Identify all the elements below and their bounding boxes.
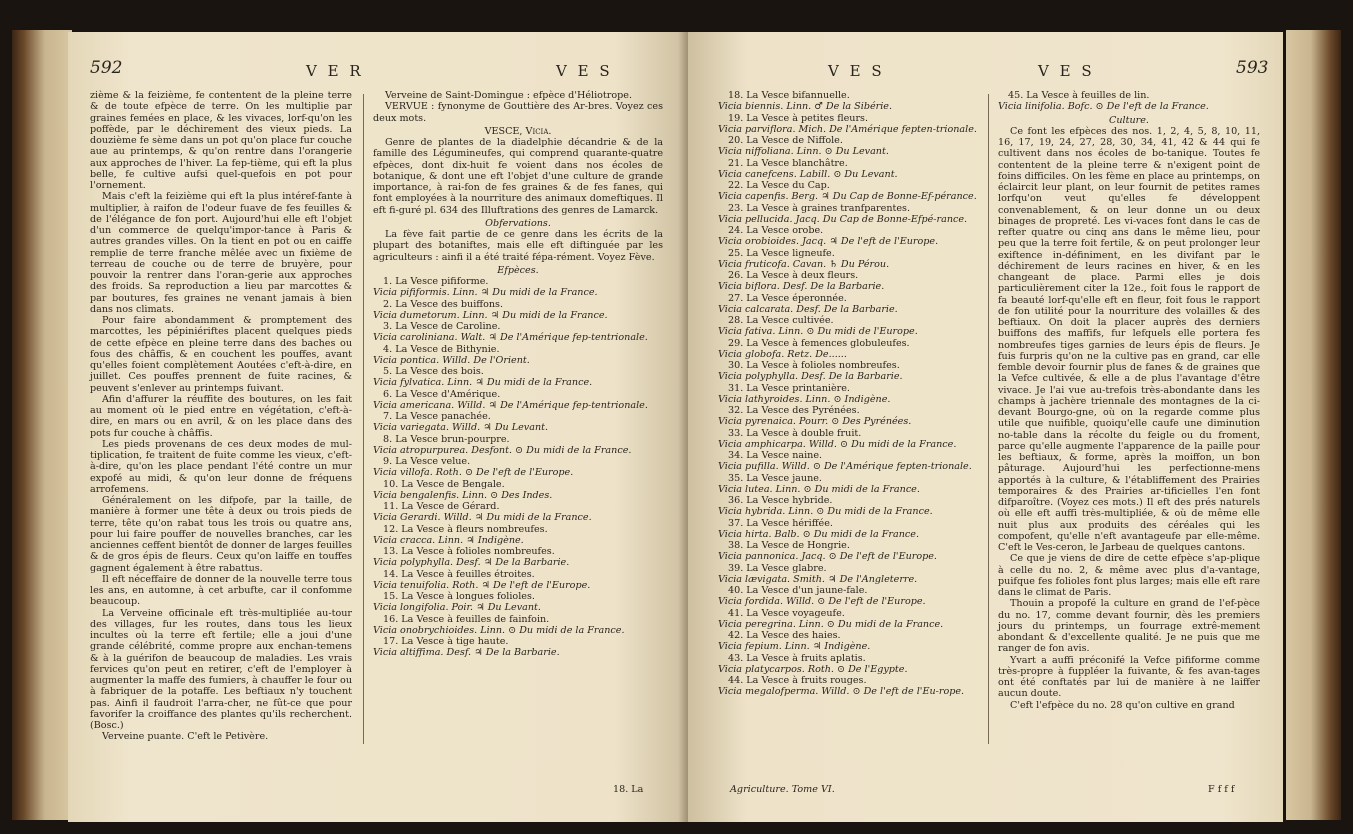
species-latin: Vicia amphicarpa. Willd. ⊙ Du midi de la France.	[718, 438, 957, 450]
species-entry	[718, 653, 978, 676]
species-latin: Vicia onobrychioides. Linn. ⊙ Du midi de la France.	[373, 624, 625, 636]
species-latin: Vicia dumetorum. Linn. ♃ Du midi de la France.	[373, 309, 608, 321]
species-latin: Vicia fylvatica. Linn. ♃ Du midi de la France.	[373, 377, 593, 389]
species-name: 26. La Vesce à deux fleurs.	[728, 270, 859, 281]
species-name: 33. La Vesce à double fruit.	[728, 427, 862, 439]
species-latin: Vicia americana. Willd. ♃ De l'Amérique fep-tentrionale.	[373, 399, 648, 411]
left-page	[68, 32, 688, 822]
observations-text: La fève fait partie de ce genre dans les écrits de la plupart des botaniftes, mais elle eft diftinguée par les agriculteurs : ainfi il a été traité fépa-rément. Voyez Fève.	[373, 229, 663, 263]
species-name: 27. La Vesce éperonnée.	[728, 292, 847, 304]
species-name: 35. La Vesce jaune.	[728, 472, 822, 484]
species-name: 3. La Vesce de Caroline.	[383, 321, 501, 332]
species-latin: Vicia cracca. Linn. ♃ Indigène.	[373, 534, 524, 546]
paragraph: La Verveine officinale eft très-multipliée au-tour des villages, fur les routes, dans tous les lieux incultes où la terre eft fertile; elle a joui d'une grande célébrité, comme propre aux enchan-temens & à la guérifon de beaucoup de maladies. Les vrais fervices qu'on peut en retirer, c'eft de l'employer à augmenter la maffe des fumiers, à chauffer le four ou à fabriquer de la potaffe. Les beftiaux n'y touchent pas. Ainfi il faudroit l'arra-cher, ne fût-ce que pour favorifer la croiffance des plantes qu'ils recherchent. (Bosc.)	[90, 607, 352, 731]
left-column-2	[373, 90, 663, 659]
species-name: 22. La Vesce du Cap.	[728, 180, 830, 191]
species-name: 32. La Vesce des Pyrénées.	[728, 405, 860, 416]
species-entry	[373, 434, 663, 457]
species-name: 38. La Vesce de Hongrie.	[728, 540, 850, 551]
species-latin: Vicia villofa. Roth. ⊙ De l'eft de l'Europe.	[373, 467, 574, 479]
species-name: 30. La Vesce à folioles nombreufes.	[728, 360, 900, 371]
species-entry	[718, 248, 978, 271]
species-name: 40. La Vesce d'un jaune-fale.	[728, 585, 868, 596]
species-name: 11. La Vesce de Gérard.	[383, 501, 500, 512]
species-title: Efpèces.	[497, 264, 539, 276]
species-name: 13. La Vesce à folioles nombreufes.	[383, 546, 555, 557]
species-entry	[718, 585, 978, 608]
species-latin: Vicia biennis. Linn. ♂ De la Sibérie.	[718, 101, 893, 113]
right-page	[688, 32, 1283, 822]
species-entry	[718, 675, 978, 698]
species-latin: Vicia fativa. Linn. ⊙ Du midi de l'Europe.	[718, 326, 918, 338]
species-entry	[718, 293, 978, 316]
species-name: 42. La Vesce des haies.	[728, 630, 841, 641]
species-latin: Vicia globofa. Retz. De......	[718, 348, 847, 360]
species-entry	[718, 158, 978, 181]
species-entry	[373, 569, 663, 592]
species-latin: Vicia pontica. Willd. De l'Orient.	[373, 354, 530, 366]
species-name: 28. La Vesce cultivée.	[728, 315, 834, 326]
species-latin: Vicia pannonica. Jacq. ⊙ De l'eft de l'Europe.	[718, 551, 937, 563]
species-latin: Vicia bengalenfis. Linn. ⊙ Des Indes.	[373, 489, 553, 501]
species-name: 12. La Vesce à fleurs nombreufes.	[383, 523, 548, 535]
species-latin: Vicia canefcens. Labill. ⊙ Du Levant.	[718, 168, 898, 180]
species-name: 4. La Vesce de Bithynie.	[383, 343, 500, 355]
species-entry	[373, 389, 663, 412]
species-entry	[718, 540, 978, 563]
species-entry	[718, 495, 978, 518]
species-name: 39. La Vesce glabre.	[728, 562, 827, 574]
left-header-left: V E R	[306, 62, 364, 80]
left-column-1	[90, 90, 352, 743]
species-latin: Vicia lævigata. Smith. ♃ De l'Angleterre.	[718, 573, 918, 585]
left-page-number: 592	[90, 58, 123, 78]
species-latin: Vicia Gerardi. Willd. ♃ Du midi de la France.	[373, 512, 592, 524]
species-name: 14. La Vesce à feuilles étroites.	[383, 568, 535, 580]
species-name: 31. La Vesce printanière.	[728, 382, 850, 394]
species-entry	[998, 90, 1260, 113]
species-name: 37. La Vesce hériffée.	[728, 517, 833, 529]
culture-paragraph: Thouin a propofé la culture en grand de l'ef-pèce du no. 17, comme devant fournir, dès les premiers jours du printemps, un fourrage extrê-mement abondant & d'excellente qualité. Je ne puis que me ranger de fon avis.	[998, 598, 1260, 655]
species-entry	[373, 546, 663, 569]
species-entry	[373, 614, 663, 637]
species-latin: Vicia polyphylla. Desf. ♃ De la Barbarie.	[373, 557, 570, 569]
culture-paragraph: Ce que je viens de dire de cette efpèce s'ap-plique à celle du no. 2, & même avec plus d'a-vantage, puifque fes folioles font plus larges; mais elle eft rare dans le climat de Paris.	[998, 553, 1260, 598]
species-entry	[373, 276, 663, 299]
species-latin: Vicia calcarata. Desf. De la Barbarie.	[718, 303, 898, 315]
species-latin: Vicia caroliniana. Walt. ♃ De l'Amérique fep-tentrionale.	[373, 332, 648, 344]
right-header-right: V E S	[1038, 62, 1095, 80]
species-name: 44. La Vesce à fruits rouges.	[728, 675, 867, 686]
species-entry	[718, 135, 978, 158]
species-latin: Vicia altiffima. Desf. ♃ De la Barbarie.	[373, 647, 560, 659]
signature-mark: F f f f	[1208, 784, 1235, 795]
species-name: 2. La Vesce des buiffons.	[383, 298, 504, 310]
species-latin: Vicia tenuifolia. Roth. ♃ De l'eft de l'Europe.	[373, 579, 591, 591]
culture-title: Culture.	[1109, 114, 1149, 126]
species-entry	[718, 383, 978, 406]
species-entry	[718, 315, 978, 338]
species-name: 1. La Vesce pififorme.	[383, 276, 489, 287]
species-latin: Vicia polyphylla. Desf. De la Barbarie.	[718, 371, 903, 383]
species-name: 18. La Vesce bifannuelle.	[728, 90, 850, 101]
species-latin: Vicia megalofperma. Willd. ⊙ De l'eft de l'Eu-rope.	[718, 686, 965, 698]
species-name: 19. La Vesce à petites fleurs.	[728, 112, 869, 124]
species-entry	[373, 321, 663, 344]
species-name: 20. La Vesce de Niffole.	[728, 135, 843, 146]
species-latin: Vicia longifolia. Poir. ♃ Du Levant.	[373, 602, 541, 614]
species-entry	[718, 90, 978, 113]
species-name: 10. La Vesce de Bengale.	[383, 478, 505, 490]
right-column-2	[998, 90, 1260, 711]
species-name: 6. La Vesce d'Amérique.	[383, 388, 501, 400]
species-entry	[718, 608, 978, 631]
species-name: 29. La Vesce à femences globuleufes.	[728, 337, 910, 349]
observations-title: Obfervations.	[485, 217, 551, 229]
paragraph: Mais c'eft la feizième qui eft la plus intéref-fante à multiplier, à raifon de l'odeur fuave de fes feuilles & de l'élégance de fon port. Aujourd'hui elle eft l'objet d'un commerce de quelqu'impor-tance à Paris & autres grandes villes. On la tient en pot ou en caiffe remplie de terre franche mêlée avec un fixième de terreau de couche ou de terre de bruyère, pour pouvoir la rentrer dans l'oran-gerie aux approches des froids. Sa reproduction a lieu par marcottes & par boutures, fes graines ne venant jamais à bien dans nos climats.	[90, 191, 352, 315]
species-latin: Vicia fordida. Willd. ⊙ De l'eft de l'Europe.	[718, 596, 926, 608]
species-entry	[718, 473, 978, 496]
right-column-1	[718, 90, 978, 698]
species-entry	[373, 591, 663, 614]
species-latin: Vicia pyrenaica. Pourr. ⊙ Des Pyrénées.	[718, 416, 912, 428]
species-name: 8. La Vesce brun-pourpre.	[383, 433, 510, 445]
species-entry	[373, 366, 663, 389]
species-name: 7. La Vesce panachée.	[383, 411, 491, 422]
species-latin: Vicia fepium. Linn. ♃ Indigène.	[718, 641, 871, 653]
cross-reference: VERVUE : fynonyme de Gouttière des Ar-bres. Voyez ces deux mots.	[373, 101, 663, 124]
culture-paragraph: Ce font les efpèces des nos. 1, 2, 4, 5, 8, 10, 11, 16, 17, 19, 24, 27, 28, 30, 34, 41, 42 & 44 qui fe cultivent dans nos écoles de bo-tanique. Toutes fe contentent de la pleine terre & n'exigent point de foins difficiles. On les fème en place au printemps, on éclaircit leur plant, on leur fournit de petites rames lorfqu'on veut qu'elles fe développent convenablement, & on leur donne un ou deux binages de propreté. Les vi-vaces font dans le cas de refter quatre ou cinq ans dans le même lieu, pour peu que la terre foit fertile, & on peut prolonger leur exiftence in-définiment, en les divifant par le déchirement de leurs racines en hiver, & en les changeant de place. Parmi elles je dois particulièrement citer la 12e., foit fous le rapport de fa beauté lorf-qu'elle eft en fleur, foit fous le rapport de fon utilité pour la nourriture des volailles & des beftiaux. On doit la placer auprès des derniers buiffons des maffifs, fur lefquels elle portera fes nombreufes tiges garnies de leurs épis de fleurs. Je fuis furpris qu'on ne la cultive pas en grand, car elle femble devoir fournir plus de fanes & de graines que la Vefce cultivée, & elle a de plus l'avantage d'être vivace. Je l'ai vue au-trefois très-abondante dans les champs à jachère triennale des montagnes de la ci-devant Bourgo-gne, où on la regarde comme plus utile que nuifible, quoiqu'elle caufe une diminution no-table dans la récolte du feigle ou du froment, parce qu'elle augmente l'apparence de la paille pour les beftiaux, & forme, après la moiffon, un bon pâturage. Aujourd'hui les perfectionne-mens apportés à la culture, & l'établiffement des Prairies temporaires & des Prairies ar-tificielles l'en font difparoître. (Voyez ces mots.) Il eft des prés naturels où elle eft auffi très-multipliée, & où de même elle nuit plus aux produits des céréales qui les compofent, qu'elle n'eft avantageufe par elle-même. C'eft le Ves-ceron, le Jarbeau de quelques cantons.	[998, 125, 1260, 553]
species-name: 24. La Vesce orobe.	[728, 225, 824, 236]
species-name: 21. La Vesce blanchâtre.	[728, 157, 848, 169]
species-entry	[718, 180, 978, 203]
column-rule	[363, 94, 364, 744]
book-left-edge	[12, 30, 72, 820]
species-entry	[718, 428, 978, 451]
species-name: 41. La Vesce voyageufe.	[728, 607, 845, 619]
culture-paragraph: Yvart a auffi préconifé la Vefce pififorme comme très-propre à fuppléer la fuivante, & fes avan-tages ont été conftatés par lui de manière à ne laiffer aucun doute.	[998, 654, 1260, 700]
species-name: 34. La Vesce naine.	[728, 450, 823, 461]
species-name: 16. La Vesce à feuilles de fainfoin.	[383, 613, 550, 625]
vesce-title: VESCE, Vicia.	[484, 125, 552, 137]
paragraph: Afin d'affurer la réuffite des boutures, on les fait au moment où le pied entre en végétation, c'eft-à-dire, en mars ou en avril, & on les place dans des pots fur couche à châffis.	[90, 393, 352, 439]
species-entry	[718, 405, 978, 428]
species-name: 43. La Vesce à fruits aplatis.	[728, 652, 866, 664]
paragraph: Pour faire abondamment & promptement des marcottes, les pépiniériftes placent quelques pieds de cette efpèce en pleine terre dans des baches ou fous des châffis, & en couchent les pouffes, avant qu'elles foient complètement Aoutées c'eft-à-dire, en juillet. Ces pouffes prennent de fuite racines, & peuvent s'enlever au printemps fuivant.	[90, 315, 352, 394]
species-name: 25. La Vesce ligneufe.	[728, 247, 835, 259]
paragraph: Il eft néceffaire de donner de la nouvelle terre tous les ans, en automne, à cet arbufte, car il confomme beaucoup.	[90, 573, 352, 608]
species-entry	[718, 360, 978, 383]
catchword: 18. La	[613, 784, 644, 795]
species-latin: Vicia capenfis. Berg. ♃ Du Cap de Bonne-Ef-pérance.	[718, 191, 977, 203]
species-entry	[718, 338, 978, 361]
species-entry	[373, 479, 663, 502]
species-latin: Vicia pififormis. Linn. ♃ Du midi de la France.	[373, 287, 598, 299]
species-latin: Vicia hirta. Balb. ⊙ Du midi de la France.	[718, 528, 920, 540]
right-page-number: 593	[1236, 58, 1269, 78]
species-entry	[373, 636, 663, 659]
species-name: 17. La Vesce à tige haute.	[383, 636, 509, 647]
species-entry	[718, 518, 978, 541]
species-latin: Vicia parviflora. Mich. De l'Amérique fepten-trionale.	[718, 123, 977, 135]
paragraph: zième & la feizième, fe contentent de la pleine terre & de toute efpèce de terre. On les multiplie par graines femées en place, & les vivaces, lorf-qu'on les poffède, par le déchirement des vieux pieds. La douzième fe sème dans un pot qu'on place fur couche aue au printemps, & qu'on rentre dans l'orangerie aux approches de l'hiver. La fep-tième, qui eft la plus belle, fe cultive aufsi quel-quefois en pot pour l'ornement.	[90, 90, 352, 191]
species-latin: Vicia peregrina. Linn. ⊙ Du midi de la France.	[718, 618, 944, 630]
volume-footer: Agriculture. Tome VI.	[730, 784, 835, 795]
paragraph: Généralement on les difpofe, par la taille, de manière à former une tête à deux ou trois pieds de terre, tête qu'on rabat tous les trois ou quatre ans, pour lui faire pouffer de nouvelles branches, car les anciennes ceffent bientôt de donner de larges feuilles & de gros épis de fleurs. Ceux qu'on laiffe en touffes gagnent également à être rabattus.	[90, 495, 352, 574]
paragraph: Les pieds provenans de ces deux modes de mul-tiplication, fe traitent de fuite comme les vieux, c'eft-à-dire, qu'on les place pendant l'été contre un mur expofé au midi, & qu'on leur donne de fréquens arrofemens.	[90, 438, 352, 495]
cross-reference: Verveine de Saint-Domingue : efpèce d'Héliotrope.	[385, 90, 632, 101]
species-latin: Vicia fruticofa. Cavan. ♄ Du Pérou.	[718, 258, 890, 270]
vesce-description: Genre de plantes de la diadelphie décandrie & de la famille des Légumineufes, qui comprend quarante-quatre efpèces, dont dix-huit fe voient dans nos écoles de botanique, & dont une eft l'objet d'une culture de grande importance, à rai-fon de fes graines & de fes fanes, qui font employées à la nourriture des animaux domeftiques. Il eft fi-guré pl. 634 des Illuftrations des genres de Lamarck.	[373, 137, 663, 216]
species-entry	[718, 203, 978, 226]
species-latin: Vicia pellucida. Jacq. Du Cap de Bonne-Efpé-rance.	[718, 213, 968, 225]
species-name: 15. La Vesce à longues folioles.	[383, 591, 535, 602]
species-entry	[373, 299, 663, 322]
species-latin: Vicia variegata. Willd. ♃ Du Levant.	[373, 422, 549, 434]
species-latin: Vicia platycarpos. Roth. ⊙ De l'Egypte.	[718, 663, 908, 675]
species-latin: Vicia niffoliana. Linn. ⊙ Du Levant.	[718, 146, 889, 158]
species-entry	[718, 630, 978, 653]
species-entry	[373, 344, 663, 367]
species-latin: Vicia pufilla. Willd. ⊙ De l'Amérique fepten-trionale.	[718, 461, 972, 473]
species-latin: Vicia orobioides. Jacq. ♃ De l'eft de l'Europe.	[718, 236, 939, 248]
book-right-edge	[1286, 30, 1341, 820]
culture-paragraph: C'eft l'efpèce du no. 28 qu'on cultive en grand	[1010, 699, 1235, 711]
species-latin: Vicia lutea. Linn. ⊙ Du midi de la France.	[718, 483, 920, 495]
left-header-right: V E S	[556, 62, 613, 80]
species-entry	[373, 524, 663, 547]
species-entry	[718, 563, 978, 586]
species-entry	[373, 501, 663, 524]
species-latin: Vicia biflora. Desf. De la Barbarie.	[718, 281, 885, 293]
species-name: 23. La Vesce à graines tranfparentes.	[728, 202, 911, 214]
paragraph: Verveine puante. C'eft le Petivère.	[102, 731, 269, 743]
right-column-rule	[988, 94, 989, 744]
species-name: 5. La Vesce des bois.	[383, 366, 484, 377]
species-entry	[373, 456, 663, 479]
species-latin: Vicia hybrida. Linn. ⊙ Du midi de la France.	[718, 506, 933, 518]
species-name: 45. La Vesce à feuilles de lin.	[1008, 90, 1150, 101]
species-latin: Vicia lathyroides. Linn. ⊙ Indigène.	[718, 393, 891, 405]
species-name: 9. La Vesce velue.	[383, 456, 471, 467]
species-entry	[373, 411, 663, 434]
species-name: 36. La Vesce hybride.	[728, 495, 833, 506]
species-latin: Vicia linifolia. Bofc. ⊙ De l'eft de la France.	[998, 101, 1209, 113]
species-latin: Vicia atropurpurea. Desfont. ⊙ Du midi de la France.	[373, 444, 632, 456]
right-header-left: V E S	[828, 62, 885, 80]
species-entry	[718, 113, 978, 136]
species-entry	[718, 225, 978, 248]
species-entry	[718, 270, 978, 293]
species-entry	[718, 450, 978, 473]
